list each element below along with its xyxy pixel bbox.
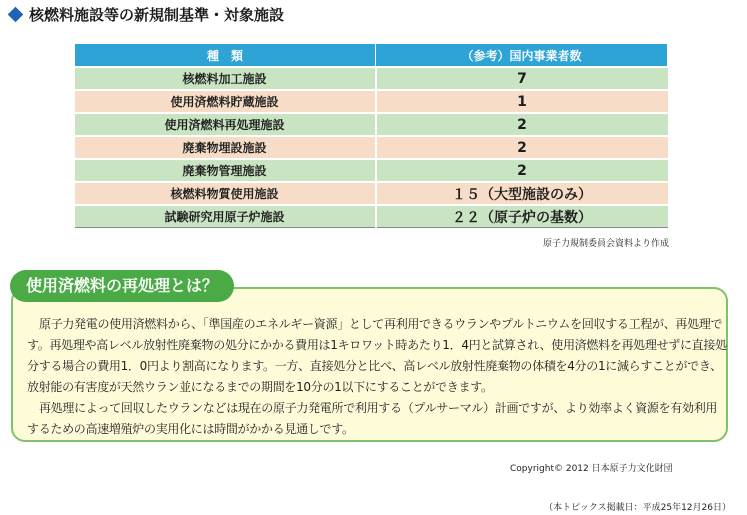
facility-type-cell: 使用済燃料再処理施設 (75, 113, 376, 136)
paragraph: 原子力発電の使用済燃料から、「準国産のエネルギー資源」として再利用できるウランやプルトニウムを回収する工程が、再処理です。再処理や高レベル放射性廃棄物の処分にかかる費用は1キロワット時あたり1．4円と試算され、使用済燃料を再処理せずに直接処分する場合の費用1．0円より割高になります。一方、直接処分と比べ、高レベル放射性廃棄物の体積を4分の1に減らすことができ、放射能の有害度が天然ウラン並になるまでの期間を10分の1以下にすることができます。 (27, 317, 727, 394)
table-row (75, 113, 668, 136)
facility-type-cell: 核燃料加工施設 (75, 67, 376, 90)
header-type: 種 類 (75, 44, 376, 68)
facility-type-cell: 廃棄物埋設施設 (75, 136, 376, 159)
info-box-heading: 使用済燃料の再処理とは？ (10, 270, 234, 302)
source-note: 原子力規制委員会資料より作成 (542, 239, 669, 249)
facility-type-cell: 廃棄物管理施設 (75, 159, 376, 182)
operator-count-cell: ２２（原子炉の基数） (376, 205, 668, 228)
table-header-row (75, 44, 668, 68)
operator-count-cell: 2 (376, 136, 668, 159)
operator-count-cell: １５（大型施設のみ） (376, 182, 668, 205)
table-row (75, 205, 668, 228)
copyright: Copyright© 2012 日本原子力文化財団 (510, 464, 673, 474)
table-row (75, 182, 668, 205)
facilities-table (74, 43, 668, 228)
publication-date-note: （本トピックス掲載日：平成25年12月26日） (544, 503, 731, 513)
table-row (75, 159, 668, 182)
diamond-bullet-icon (8, 7, 24, 23)
page-title (6, 4, 284, 25)
facility-type-cell: 核燃料物質使用施設 (75, 182, 376, 205)
operator-count-cell: 2 (376, 113, 668, 136)
table-row (75, 136, 668, 159)
table-row (75, 90, 668, 113)
facility-type-cell: 使用済燃料貯蔵施設 (75, 90, 376, 113)
table-row (75, 67, 668, 90)
operator-count-cell: 7 (376, 67, 668, 90)
info-box-text (27, 314, 727, 440)
page-title-text: 核燃料施設等の新規制基準・対象施設 (29, 6, 285, 24)
header-count: （参考）国内事業者数 (376, 44, 668, 68)
facility-type-cell: 試験研究用原子炉施設 (75, 205, 376, 228)
operator-count-cell: 1 (376, 90, 668, 113)
operator-count-cell: 2 (376, 159, 668, 182)
paragraph: 再処理によって回収したウランなどは現在の原子力発電所で利用する（プルサーマル）計画ですが、より効率よく資源を有効利用するための高速増殖炉の実用化には時間がかかる見通しです。 (27, 401, 718, 436)
